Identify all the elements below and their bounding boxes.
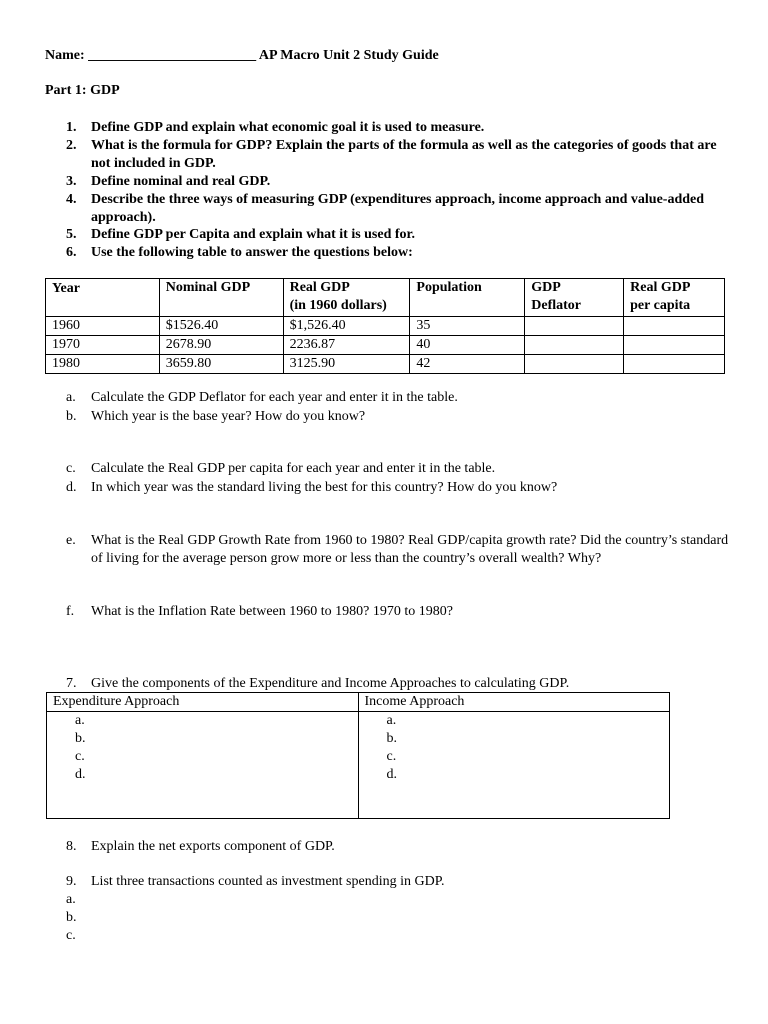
list-item: a.	[75, 713, 85, 728]
list-item: b.	[75, 731, 86, 746]
header-real-gdp-per-capita: Real GDP per capita	[624, 279, 725, 317]
header-income-approach: Income Approach	[358, 693, 670, 712]
cell-nominal-gdp: 2678.90	[159, 336, 283, 355]
table-row	[46, 336, 725, 355]
header-gdp-deflator: GDP Deflator	[525, 279, 624, 317]
list-item: c.	[386, 749, 397, 764]
header-year: Year	[46, 279, 160, 317]
q9-answer-b: b.	[66, 910, 77, 925]
cell-nominal-gdp: 3659.80	[159, 355, 283, 374]
list-item: b.	[386, 731, 397, 746]
cell-real-gdp: 3125.90	[283, 355, 410, 374]
cell-real-gdp: $1,526.40	[283, 317, 410, 336]
approach-table	[46, 692, 670, 819]
q9-answer-c: c.	[66, 928, 76, 943]
cell-real-gdp-per-capita-blank[interactable]	[624, 317, 725, 336]
cell-gdp-deflator-blank[interactable]	[525, 336, 624, 355]
header-expenditure-approach: Expenditure Approach	[47, 693, 359, 712]
cell-population: 35	[410, 317, 525, 336]
header-population: Population	[410, 279, 525, 317]
name-line	[45, 47, 439, 65]
name-label: Name:	[45, 48, 85, 63]
document-title: AP Macro Unit 2 Study Guide	[258, 48, 439, 63]
cell-gdp-deflator-blank[interactable]	[525, 355, 624, 374]
cell-year: 1980	[46, 355, 160, 374]
approach-header-row	[47, 693, 670, 712]
header-real-gdp: Real GDP (in 1960 dollars)	[283, 279, 410, 317]
name-blank[interactable]: ________________________	[88, 48, 257, 63]
income-components-cell[interactable]	[358, 712, 670, 819]
gdp-table-header-row	[46, 279, 725, 317]
table-row	[46, 355, 725, 374]
cell-real-gdp-per-capita-blank[interactable]	[624, 336, 725, 355]
q9-answer-a: a.	[66, 892, 76, 907]
header-nominal-gdp: Nominal GDP	[159, 279, 283, 317]
list-item: c.	[75, 749, 85, 764]
cell-year: 1970	[46, 336, 160, 355]
gdp-table	[45, 278, 725, 374]
approach-body-row	[47, 712, 670, 819]
list-item: d.	[386, 767, 397, 782]
cell-population: 42	[410, 355, 525, 374]
cell-nominal-gdp: $1526.40	[159, 317, 283, 336]
cell-real-gdp-per-capita-blank[interactable]	[624, 355, 725, 374]
cell-real-gdp: 2236.87	[283, 336, 410, 355]
part1-heading: Part 1: GDP	[45, 83, 120, 98]
list-item: a.	[386, 713, 397, 728]
table-row	[46, 317, 725, 336]
cell-gdp-deflator-blank[interactable]	[525, 317, 624, 336]
cell-population: 40	[410, 336, 525, 355]
cell-year: 1960	[46, 317, 160, 336]
expenditure-components-cell[interactable]	[47, 712, 359, 819]
list-item: d.	[75, 767, 86, 782]
